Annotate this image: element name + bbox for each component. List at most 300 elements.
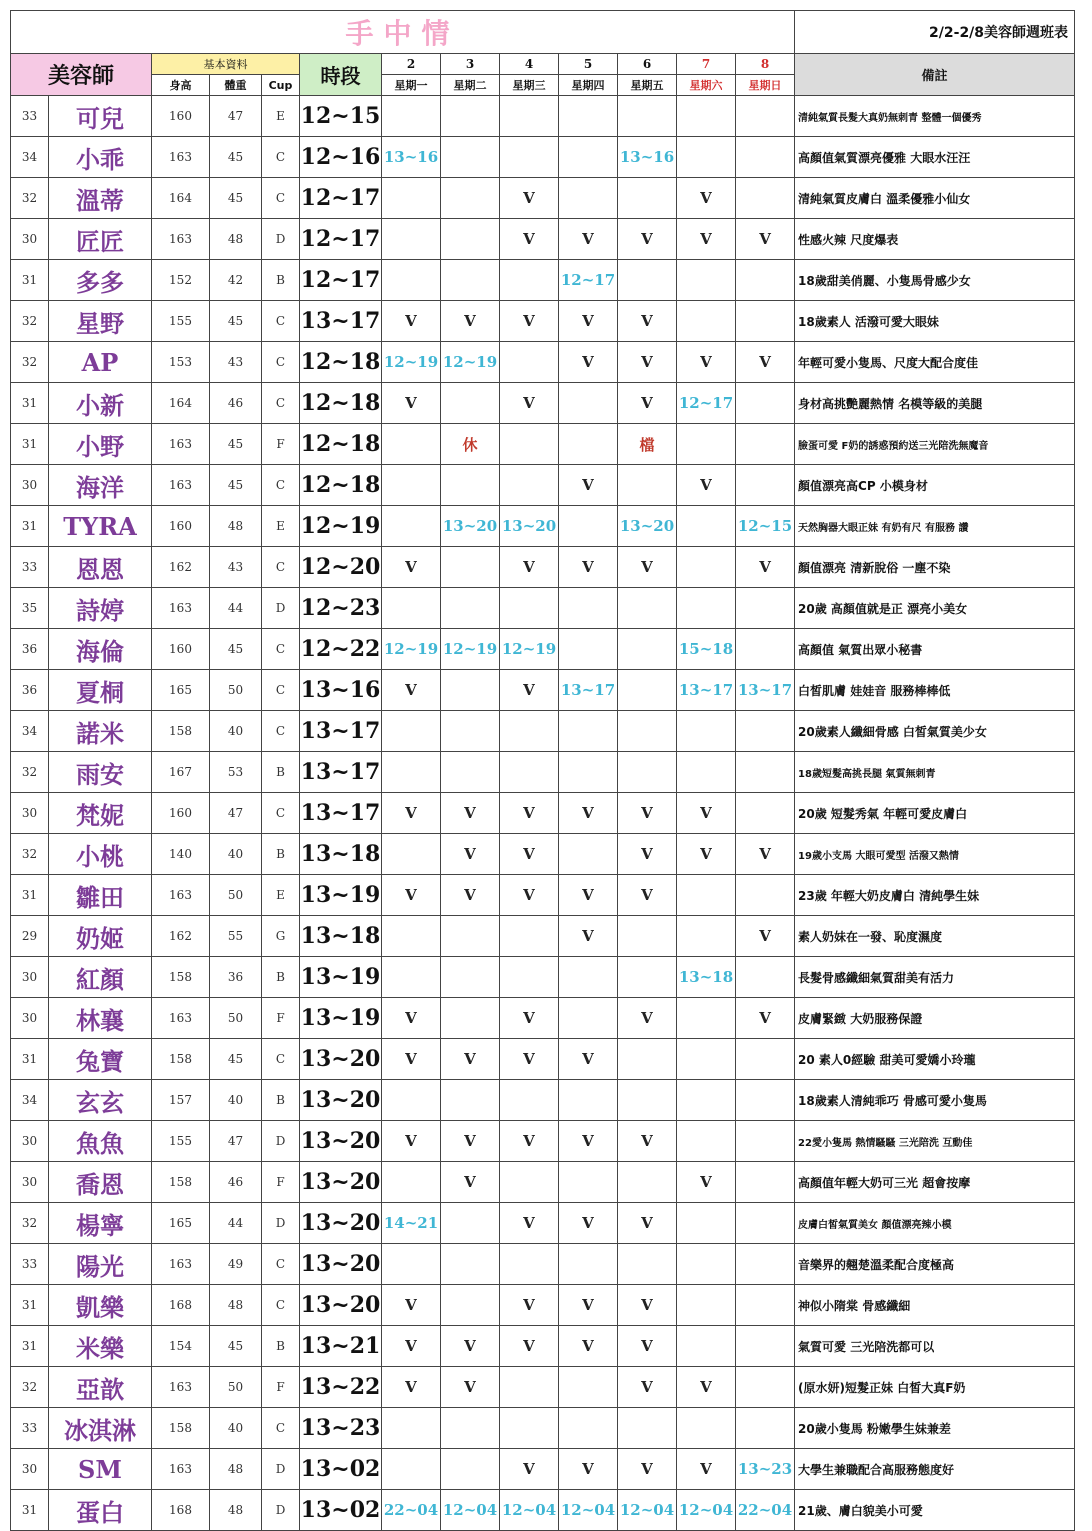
time-slot-cell: 12~17 bbox=[300, 219, 382, 260]
day-cell bbox=[618, 1408, 677, 1449]
day-cell: 13~18 bbox=[677, 957, 736, 998]
weight-cell: 42 bbox=[210, 260, 262, 301]
day-cell bbox=[736, 793, 795, 834]
day-cell: V bbox=[500, 875, 559, 916]
note-cell: 高顏值年輕大奶可三光 超會按摩 bbox=[795, 1162, 1075, 1203]
height-cell: 164 bbox=[152, 178, 210, 219]
day-cell bbox=[559, 998, 618, 1039]
day-cell bbox=[500, 916, 559, 957]
day-cell bbox=[736, 465, 795, 506]
day-cell bbox=[677, 875, 736, 916]
table-row bbox=[11, 1121, 1075, 1162]
time-slot-cell: 12~17 bbox=[300, 178, 382, 219]
beautician-name: 雛田 bbox=[49, 875, 152, 916]
note-cell: 天然胸器大眼正妹 有奶有尺 有服務 讚 bbox=[795, 506, 1075, 547]
day-cell bbox=[618, 96, 677, 137]
day-cell bbox=[559, 957, 618, 998]
page-title: 手中情 bbox=[11, 11, 795, 54]
beautician-name: 多多 bbox=[49, 260, 152, 301]
weight-cell: 40 bbox=[210, 1080, 262, 1121]
cup-cell: D bbox=[262, 1203, 300, 1244]
day-cell bbox=[382, 96, 441, 137]
beautician-name: TYRA bbox=[49, 506, 152, 547]
day-cell: V bbox=[500, 998, 559, 1039]
note-cell: 20 素人0經驗 甜美可愛嬌小玲瓏 bbox=[795, 1039, 1075, 1080]
day-cell bbox=[500, 1408, 559, 1449]
table-row bbox=[11, 96, 1075, 137]
day-cell: V bbox=[559, 1203, 618, 1244]
cup-cell: B bbox=[262, 834, 300, 875]
time-slot-cell: 12~20 bbox=[300, 547, 382, 588]
time-slot-cell: 13~19 bbox=[300, 957, 382, 998]
age-cell: 32 bbox=[11, 1367, 49, 1408]
weight-cell: 45 bbox=[210, 1039, 262, 1080]
day-cell bbox=[677, 137, 736, 178]
day-cell bbox=[382, 752, 441, 793]
day-cell bbox=[559, 1080, 618, 1121]
time-slot-cell: 12~18 bbox=[300, 383, 382, 424]
day-cell bbox=[500, 752, 559, 793]
day-cell bbox=[736, 1039, 795, 1080]
day-cell bbox=[618, 1080, 677, 1121]
cup-cell: D bbox=[262, 1121, 300, 1162]
weight-cell: 48 bbox=[210, 1490, 262, 1531]
weight-cell: 45 bbox=[210, 424, 262, 465]
beautician-name: 雨安 bbox=[49, 752, 152, 793]
day-cell bbox=[559, 588, 618, 629]
time-slot-cell: 13~17 bbox=[300, 752, 382, 793]
note-cell: 18歲短髮高挑長腿 氣質無刺青 bbox=[795, 752, 1075, 793]
table-row bbox=[11, 1326, 1075, 1367]
day-number-header: 6 bbox=[618, 54, 677, 75]
cup-cell: B bbox=[262, 752, 300, 793]
weight-cell: 36 bbox=[210, 957, 262, 998]
day-cell bbox=[441, 1244, 500, 1285]
note-cell: 23歲 年輕大奶皮膚白 清純學生妹 bbox=[795, 875, 1075, 916]
weekday-header: 星期四 bbox=[559, 75, 618, 96]
day-cell: V bbox=[500, 178, 559, 219]
day-cell: V bbox=[736, 342, 795, 383]
day-cell: 12~04 bbox=[677, 1490, 736, 1531]
cup-cell: C bbox=[262, 1285, 300, 1326]
table-row bbox=[11, 137, 1075, 178]
weight-cell: 40 bbox=[210, 711, 262, 752]
day-cell bbox=[618, 178, 677, 219]
beautician-name: 小野 bbox=[49, 424, 152, 465]
day-cell bbox=[441, 670, 500, 711]
day-cell: V bbox=[559, 916, 618, 957]
day-cell bbox=[441, 1285, 500, 1326]
time-slot-cell: 13~17 bbox=[300, 301, 382, 342]
height-cell: 168 bbox=[152, 1285, 210, 1326]
height-cell: 158 bbox=[152, 711, 210, 752]
day-number-header: 4 bbox=[500, 54, 559, 75]
day-cell: V bbox=[736, 916, 795, 957]
day-cell bbox=[559, 506, 618, 547]
day-cell bbox=[736, 752, 795, 793]
weight-cell: 45 bbox=[210, 178, 262, 219]
age-cell: 29 bbox=[11, 916, 49, 957]
weight-cell: 40 bbox=[210, 834, 262, 875]
day-cell bbox=[736, 424, 795, 465]
height-cell: 158 bbox=[152, 1408, 210, 1449]
cup-cell: C bbox=[262, 1244, 300, 1285]
age-cell: 32 bbox=[11, 1203, 49, 1244]
day-cell: 13~17 bbox=[677, 670, 736, 711]
table-row bbox=[11, 793, 1075, 834]
day-cell: V bbox=[441, 1121, 500, 1162]
age-cell: 32 bbox=[11, 834, 49, 875]
day-cell: 13~16 bbox=[382, 137, 441, 178]
age-cell: 30 bbox=[11, 219, 49, 260]
day-cell: V bbox=[677, 1162, 736, 1203]
age-cell: 33 bbox=[11, 547, 49, 588]
day-cell: V bbox=[500, 1039, 559, 1080]
day-cell bbox=[618, 711, 677, 752]
beautician-name: 魚魚 bbox=[49, 1121, 152, 1162]
table-row bbox=[11, 957, 1075, 998]
beautician-name: 匠匠 bbox=[49, 219, 152, 260]
beautician-name: 兔寶 bbox=[49, 1039, 152, 1080]
height-cell: 162 bbox=[152, 547, 210, 588]
day-cell bbox=[677, 424, 736, 465]
cup-cell: E bbox=[262, 96, 300, 137]
weekday-header: 星期一 bbox=[382, 75, 441, 96]
day-cell bbox=[441, 1449, 500, 1490]
cup-cell: D bbox=[262, 1449, 300, 1490]
height-cell: 164 bbox=[152, 383, 210, 424]
beautician-header: 美容師 bbox=[11, 54, 152, 96]
note-cell: 20歲小隻馬 粉嫩學生妹兼差 bbox=[795, 1408, 1075, 1449]
day-cell bbox=[559, 834, 618, 875]
cup-cell: C bbox=[262, 465, 300, 506]
height-cell: 158 bbox=[152, 1039, 210, 1080]
weight-cell: 47 bbox=[210, 96, 262, 137]
table-row bbox=[11, 260, 1075, 301]
day-cell: V bbox=[382, 1121, 441, 1162]
time-slot-cell: 13~19 bbox=[300, 998, 382, 1039]
day-cell: V bbox=[559, 1285, 618, 1326]
beautician-name: 蛋白 bbox=[49, 1490, 152, 1531]
height-cell: 158 bbox=[152, 957, 210, 998]
height-cell: 163 bbox=[152, 424, 210, 465]
day-number-header: 8 bbox=[736, 54, 795, 75]
age-cell: 31 bbox=[11, 424, 49, 465]
weight-cell: 53 bbox=[210, 752, 262, 793]
height-cell: 163 bbox=[152, 998, 210, 1039]
weight-cell: 48 bbox=[210, 1285, 262, 1326]
day-cell: V bbox=[618, 834, 677, 875]
beautician-name: 可兒 bbox=[49, 96, 152, 137]
day-cell bbox=[736, 383, 795, 424]
note-cell: 皮膚白皙氣質美女 顏值漂亮辣小模 bbox=[795, 1203, 1075, 1244]
weight-cell: 44 bbox=[210, 1203, 262, 1244]
age-cell: 36 bbox=[11, 670, 49, 711]
time-slot-cell: 13~02 bbox=[300, 1449, 382, 1490]
note-cell: 顏值漂亮 清新脫俗 一塵不染 bbox=[795, 547, 1075, 588]
day-cell bbox=[736, 588, 795, 629]
day-cell: V bbox=[441, 1162, 500, 1203]
time-slot-cell: 13~17 bbox=[300, 793, 382, 834]
age-cell: 34 bbox=[11, 711, 49, 752]
day-cell bbox=[382, 916, 441, 957]
day-cell: 13~16 bbox=[618, 137, 677, 178]
height-cell: 155 bbox=[152, 1121, 210, 1162]
day-cell bbox=[677, 1285, 736, 1326]
cup-cell: D bbox=[262, 219, 300, 260]
time-slot-cell: 12~23 bbox=[300, 588, 382, 629]
weekday-header: 星期五 bbox=[618, 75, 677, 96]
day-cell: 檔 bbox=[618, 424, 677, 465]
day-cell: 12~19 bbox=[382, 342, 441, 383]
beautician-name: AP bbox=[49, 342, 152, 383]
day-cell: V bbox=[500, 834, 559, 875]
day-cell: V bbox=[559, 793, 618, 834]
day-cell bbox=[736, 1367, 795, 1408]
day-cell: 13~20 bbox=[618, 506, 677, 547]
table-row bbox=[11, 465, 1075, 506]
day-cell bbox=[736, 1121, 795, 1162]
day-cell bbox=[500, 342, 559, 383]
day-cell: V bbox=[618, 1121, 677, 1162]
day-cell: V bbox=[382, 301, 441, 342]
day-cell bbox=[500, 1244, 559, 1285]
day-cell: 14~21 bbox=[382, 1203, 441, 1244]
note-cell: 18歲甜美俏麗、小隻馬骨感少女 bbox=[795, 260, 1075, 301]
notes-header: 備註 bbox=[795, 54, 1075, 96]
time-slot-cell: 13~20 bbox=[300, 1121, 382, 1162]
table-row bbox=[11, 1449, 1075, 1490]
age-cell: 30 bbox=[11, 465, 49, 506]
time-slot-cell: 13~20 bbox=[300, 1244, 382, 1285]
time-slot-cell: 12~18 bbox=[300, 465, 382, 506]
day-number-header: 5 bbox=[559, 54, 618, 75]
day-cell: V bbox=[677, 342, 736, 383]
height-cell: 160 bbox=[152, 96, 210, 137]
height-cell: 168 bbox=[152, 1490, 210, 1531]
age-cell: 32 bbox=[11, 342, 49, 383]
height-cell: 163 bbox=[152, 219, 210, 260]
table-row bbox=[11, 1408, 1075, 1449]
height-cell: 162 bbox=[152, 916, 210, 957]
age-cell: 31 bbox=[11, 1326, 49, 1367]
time-slot-cell: 13~17 bbox=[300, 711, 382, 752]
day-cell: V bbox=[559, 465, 618, 506]
day-cell bbox=[618, 1162, 677, 1203]
height-header: 身高 bbox=[152, 75, 210, 96]
note-cell: 18歲素人清純乖巧 骨感可愛小隻馬 bbox=[795, 1080, 1075, 1121]
time-slot-cell: 13~21 bbox=[300, 1326, 382, 1367]
day-cell bbox=[500, 1162, 559, 1203]
table-row bbox=[11, 1039, 1075, 1080]
beautician-name: 陽光 bbox=[49, 1244, 152, 1285]
day-cell bbox=[441, 752, 500, 793]
note-cell: 年輕可愛小隻馬、尺度大配合度佳 bbox=[795, 342, 1075, 383]
beautician-name: 亞歆 bbox=[49, 1367, 152, 1408]
height-cell: 155 bbox=[152, 301, 210, 342]
beautician-name: 海洋 bbox=[49, 465, 152, 506]
day-cell: V bbox=[559, 301, 618, 342]
day-cell: 22~04 bbox=[382, 1490, 441, 1531]
height-cell: 163 bbox=[152, 1367, 210, 1408]
table-row bbox=[11, 547, 1075, 588]
day-cell bbox=[382, 1449, 441, 1490]
day-cell bbox=[618, 670, 677, 711]
table-row bbox=[11, 1244, 1075, 1285]
day-cell bbox=[559, 629, 618, 670]
day-cell: V bbox=[559, 1039, 618, 1080]
cup-cell: C bbox=[262, 1039, 300, 1080]
day-cell bbox=[736, 1162, 795, 1203]
weight-cell: 46 bbox=[210, 1162, 262, 1203]
day-cell: 12~04 bbox=[618, 1490, 677, 1531]
age-cell: 31 bbox=[11, 260, 49, 301]
day-cell: 13~20 bbox=[500, 506, 559, 547]
day-cell bbox=[500, 424, 559, 465]
day-cell: 22~04 bbox=[736, 1490, 795, 1531]
note-cell: (原水妍)短髮正妹 白皙大真F奶 bbox=[795, 1367, 1075, 1408]
day-cell: V bbox=[500, 1285, 559, 1326]
day-cell bbox=[441, 383, 500, 424]
weight-cell: 48 bbox=[210, 506, 262, 547]
day-cell: 13~23 bbox=[736, 1449, 795, 1490]
day-cell bbox=[382, 424, 441, 465]
beautician-name: 小乖 bbox=[49, 137, 152, 178]
cup-cell: C bbox=[262, 383, 300, 424]
table-row bbox=[11, 1490, 1075, 1531]
day-cell: 15~18 bbox=[677, 629, 736, 670]
cup-cell: B bbox=[262, 1080, 300, 1121]
day-cell: V bbox=[382, 875, 441, 916]
day-cell bbox=[441, 547, 500, 588]
time-slot-cell: 12~22 bbox=[300, 629, 382, 670]
time-slot-cell: 12~18 bbox=[300, 342, 382, 383]
day-cell: V bbox=[500, 1203, 559, 1244]
day-cell bbox=[618, 260, 677, 301]
height-cell: 152 bbox=[152, 260, 210, 301]
day-cell bbox=[677, 916, 736, 957]
weight-cell: 45 bbox=[210, 301, 262, 342]
day-cell bbox=[677, 96, 736, 137]
note-cell: 白皙肌膚 娃娃音 服務棒棒低 bbox=[795, 670, 1075, 711]
day-cell: V bbox=[441, 1039, 500, 1080]
day-cell: V bbox=[500, 670, 559, 711]
weight-cell: 49 bbox=[210, 1244, 262, 1285]
table-row bbox=[11, 629, 1075, 670]
day-number-header: 7 bbox=[677, 54, 736, 75]
height-cell: 167 bbox=[152, 752, 210, 793]
age-cell: 30 bbox=[11, 1449, 49, 1490]
day-cell bbox=[736, 1203, 795, 1244]
day-cell bbox=[677, 1203, 736, 1244]
day-cell: V bbox=[618, 1326, 677, 1367]
day-cell: V bbox=[618, 547, 677, 588]
day-cell bbox=[382, 1080, 441, 1121]
day-number-header: 3 bbox=[441, 54, 500, 75]
beautician-name: 諾米 bbox=[49, 711, 152, 752]
day-cell bbox=[441, 178, 500, 219]
cup-cell: C bbox=[262, 178, 300, 219]
day-cell bbox=[559, 752, 618, 793]
week-label: 2/2-2/8美容師週班表 bbox=[795, 11, 1075, 54]
day-cell bbox=[677, 1244, 736, 1285]
day-cell bbox=[618, 752, 677, 793]
day-cell bbox=[559, 137, 618, 178]
day-cell bbox=[677, 547, 736, 588]
age-cell: 34 bbox=[11, 1080, 49, 1121]
table-row bbox=[11, 834, 1075, 875]
day-cell: V bbox=[618, 301, 677, 342]
day-cell: 12~19 bbox=[500, 629, 559, 670]
day-cell bbox=[559, 1408, 618, 1449]
day-cell: V bbox=[618, 219, 677, 260]
day-cell: V bbox=[382, 383, 441, 424]
day-cell: V bbox=[736, 834, 795, 875]
day-cell: V bbox=[618, 998, 677, 1039]
day-cell: V bbox=[559, 219, 618, 260]
day-cell: V bbox=[736, 219, 795, 260]
age-cell: 33 bbox=[11, 1244, 49, 1285]
day-cell bbox=[618, 629, 677, 670]
day-cell: V bbox=[441, 301, 500, 342]
weight-cell: 50 bbox=[210, 875, 262, 916]
day-cell bbox=[677, 1121, 736, 1162]
cup-cell: F bbox=[262, 1367, 300, 1408]
day-cell bbox=[736, 1326, 795, 1367]
day-cell: V bbox=[382, 998, 441, 1039]
day-cell bbox=[736, 711, 795, 752]
table-row bbox=[11, 998, 1075, 1039]
height-cell: 163 bbox=[152, 1244, 210, 1285]
time-slot-cell: 13~20 bbox=[300, 1039, 382, 1080]
day-cell bbox=[441, 260, 500, 301]
weight-cell: 40 bbox=[210, 1408, 262, 1449]
note-cell: 性感火辣 尺度爆表 bbox=[795, 219, 1075, 260]
age-cell: 30 bbox=[11, 957, 49, 998]
day-cell: V bbox=[559, 875, 618, 916]
day-cell bbox=[382, 465, 441, 506]
age-cell: 30 bbox=[11, 1121, 49, 1162]
weight-cell: 47 bbox=[210, 793, 262, 834]
day-cell bbox=[736, 260, 795, 301]
beautician-name: 紅顏 bbox=[49, 957, 152, 998]
day-cell: V bbox=[382, 793, 441, 834]
day-cell bbox=[500, 96, 559, 137]
age-cell: 30 bbox=[11, 1162, 49, 1203]
height-cell: 160 bbox=[152, 793, 210, 834]
day-cell: V bbox=[500, 547, 559, 588]
cup-cell: E bbox=[262, 875, 300, 916]
beautician-name: 小桃 bbox=[49, 834, 152, 875]
beautician-name: 冰淇淋 bbox=[49, 1408, 152, 1449]
table-row bbox=[11, 875, 1075, 916]
weight-cell: 48 bbox=[210, 219, 262, 260]
time-slot-cell: 12~16 bbox=[300, 137, 382, 178]
day-cell: V bbox=[500, 1449, 559, 1490]
day-cell bbox=[500, 711, 559, 752]
day-cell bbox=[559, 424, 618, 465]
day-cell bbox=[382, 260, 441, 301]
height-cell: 160 bbox=[152, 506, 210, 547]
day-cell bbox=[736, 137, 795, 178]
time-slot-cell: 12~19 bbox=[300, 506, 382, 547]
time-slot-cell: 13~02 bbox=[300, 1490, 382, 1531]
day-cell bbox=[382, 711, 441, 752]
table-row bbox=[11, 1367, 1075, 1408]
note-cell: 高顏值 氣質出眾小秘書 bbox=[795, 629, 1075, 670]
table-row bbox=[11, 1162, 1075, 1203]
age-cell: 33 bbox=[11, 96, 49, 137]
